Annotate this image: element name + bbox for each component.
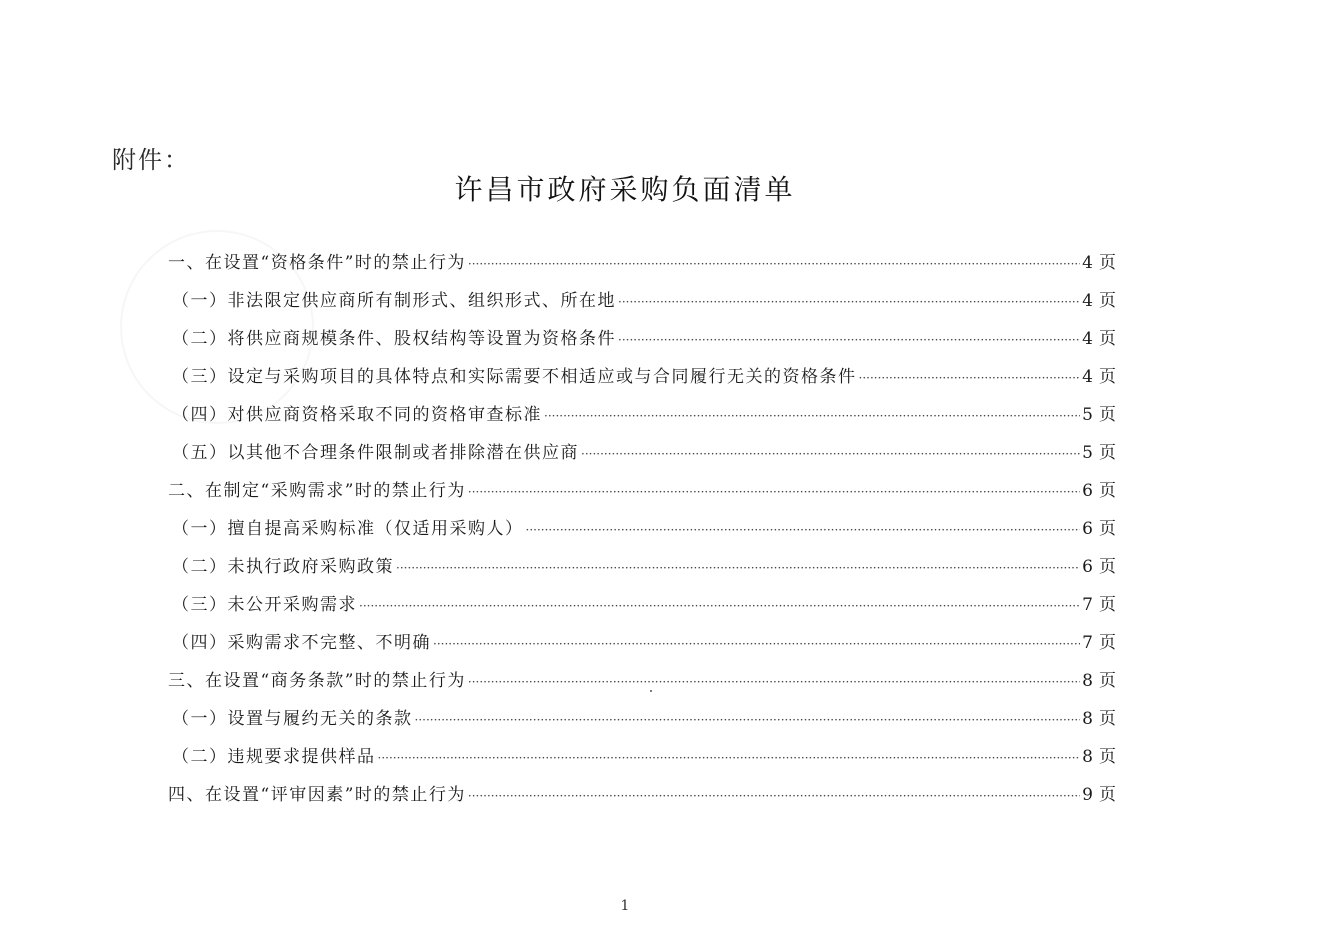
toc-entry [168, 320, 1116, 358]
toc-entry [168, 548, 1116, 586]
toc-entry-title: （一）非法限定供应商所有制形式、组织形式、所在地 [172, 291, 616, 311]
toc-page-number: 8 [1082, 671, 1093, 691]
toc-page-number: 8 [1082, 747, 1093, 767]
toc-entry [168, 396, 1116, 434]
toc-page-unit: 页 [1099, 747, 1116, 767]
toc-page-number: 8 [1082, 709, 1093, 729]
toc-page-ref [1082, 776, 1116, 814]
toc-page-number: 5 [1082, 443, 1093, 463]
toc-page-unit: 页 [1099, 671, 1116, 691]
toc-page-number: 6 [1082, 481, 1093, 501]
toc-page-ref [1082, 434, 1116, 472]
toc-page-ref [1082, 244, 1116, 282]
toc-dot-leader [468, 777, 1080, 815]
toc-page-ref [1082, 586, 1116, 624]
toc-page-number: 4 [1082, 367, 1093, 387]
toc-page-number: 6 [1082, 557, 1093, 577]
toc-entry-title: （四）对供应商资格采取不同的资格审查标准 [172, 405, 542, 425]
toc-dot-leader [378, 739, 1081, 777]
toc-page-unit: 页 [1099, 367, 1116, 387]
toc-page-ref [1082, 396, 1116, 434]
toc-page-ref [1082, 510, 1116, 548]
toc-page-unit: 页 [1099, 481, 1116, 501]
toc-page-unit: 页 [1099, 595, 1116, 615]
toc-page-number: 9 [1082, 785, 1093, 805]
toc-entry [168, 776, 1116, 814]
toc-entry [168, 358, 1116, 396]
toc-page-unit: 页 [1099, 785, 1116, 805]
toc-page-unit: 页 [1099, 291, 1116, 311]
toc-page-unit: 页 [1099, 405, 1116, 425]
toc-dot-leader [468, 663, 1080, 701]
toc-entry-title: 一、在设置“资格条件”时的禁止行为 [168, 253, 466, 273]
toc-entry [168, 510, 1116, 548]
toc-dot-leader [415, 701, 1081, 739]
toc-page-number: 5 [1082, 405, 1093, 425]
toc-entry-title: （二）违规要求提供样品 [172, 747, 376, 767]
scan-speck [650, 690, 652, 692]
toc-dot-leader [618, 321, 1080, 359]
toc-page-number: 4 [1082, 253, 1093, 273]
toc-entry-title: 四、在设置“评审因素”时的禁止行为 [168, 785, 466, 805]
toc-page-unit: 页 [1099, 329, 1116, 349]
toc-entry [168, 662, 1116, 700]
toc-entry-title: 二、在制定“采购需求”时的禁止行为 [168, 481, 466, 501]
toc-page-unit: 页 [1099, 633, 1116, 653]
toc-dot-leader [544, 397, 1080, 435]
toc-page-ref [1082, 662, 1116, 700]
document-title: 许昌市政府采购负面清单 [454, 173, 796, 206]
toc-page-ref [1082, 548, 1116, 586]
toc-page-unit: 页 [1099, 253, 1116, 273]
toc-dot-leader [468, 473, 1080, 511]
attachment-label: 附件： [112, 146, 190, 174]
toc-page-ref [1082, 358, 1116, 396]
toc-page-unit: 页 [1099, 557, 1116, 577]
toc-dot-leader [468, 245, 1080, 283]
toc-entry-title: （三）设定与采购项目的具体特点和实际需要不相适应或与合同履行无关的资格条件 [172, 367, 857, 387]
toc-entry-title: （二）未执行政府采购政策 [172, 557, 394, 577]
toc-dot-leader [359, 587, 1080, 625]
toc-page-number: 6 [1082, 519, 1093, 539]
toc-entry [168, 282, 1116, 320]
toc-dot-leader [618, 283, 1080, 321]
page-number: 1 [620, 898, 630, 914]
toc-entry [168, 434, 1116, 472]
toc-page-unit: 页 [1099, 709, 1116, 729]
toc-page-ref [1082, 320, 1116, 358]
toc-page-ref [1082, 624, 1116, 662]
toc-entry [168, 244, 1116, 282]
table-of-contents [168, 244, 1116, 814]
toc-page-ref [1082, 282, 1116, 320]
toc-dot-leader [581, 435, 1080, 473]
toc-page-ref [1082, 700, 1116, 738]
toc-page-number: 4 [1082, 291, 1093, 311]
toc-entry-title: 三、在设置“商务条款”时的禁止行为 [168, 671, 466, 691]
toc-dot-leader [859, 359, 1081, 397]
toc-entry-title: （四）采购需求不完整、不明确 [172, 633, 431, 653]
toc-page-ref [1082, 472, 1116, 510]
toc-page-ref [1082, 738, 1116, 776]
toc-entry [168, 586, 1116, 624]
toc-entry [168, 700, 1116, 738]
toc-dot-leader [526, 511, 1081, 549]
toc-entry-title: （三）未公开采购需求 [172, 595, 357, 615]
toc-entry-title: （五）以其他不合理条件限制或者排除潜在供应商 [172, 443, 579, 463]
toc-entry-title: （二）将供应商规模条件、股权结构等设置为资格条件 [172, 329, 616, 349]
toc-dot-leader [396, 549, 1080, 587]
toc-page-number: 7 [1082, 633, 1093, 653]
toc-page-unit: 页 [1099, 519, 1116, 539]
toc-entry [168, 738, 1116, 776]
toc-page-number: 4 [1082, 329, 1093, 349]
toc-entry-title: （一）设置与履约无关的条款 [172, 709, 413, 729]
toc-entry [168, 624, 1116, 662]
toc-entry-title: （一）擅自提高采购标准（仅适用采购人） [172, 519, 524, 539]
toc-page-number: 7 [1082, 595, 1093, 615]
toc-page-unit: 页 [1099, 443, 1116, 463]
toc-entry [168, 472, 1116, 510]
toc-dot-leader [433, 625, 1080, 663]
